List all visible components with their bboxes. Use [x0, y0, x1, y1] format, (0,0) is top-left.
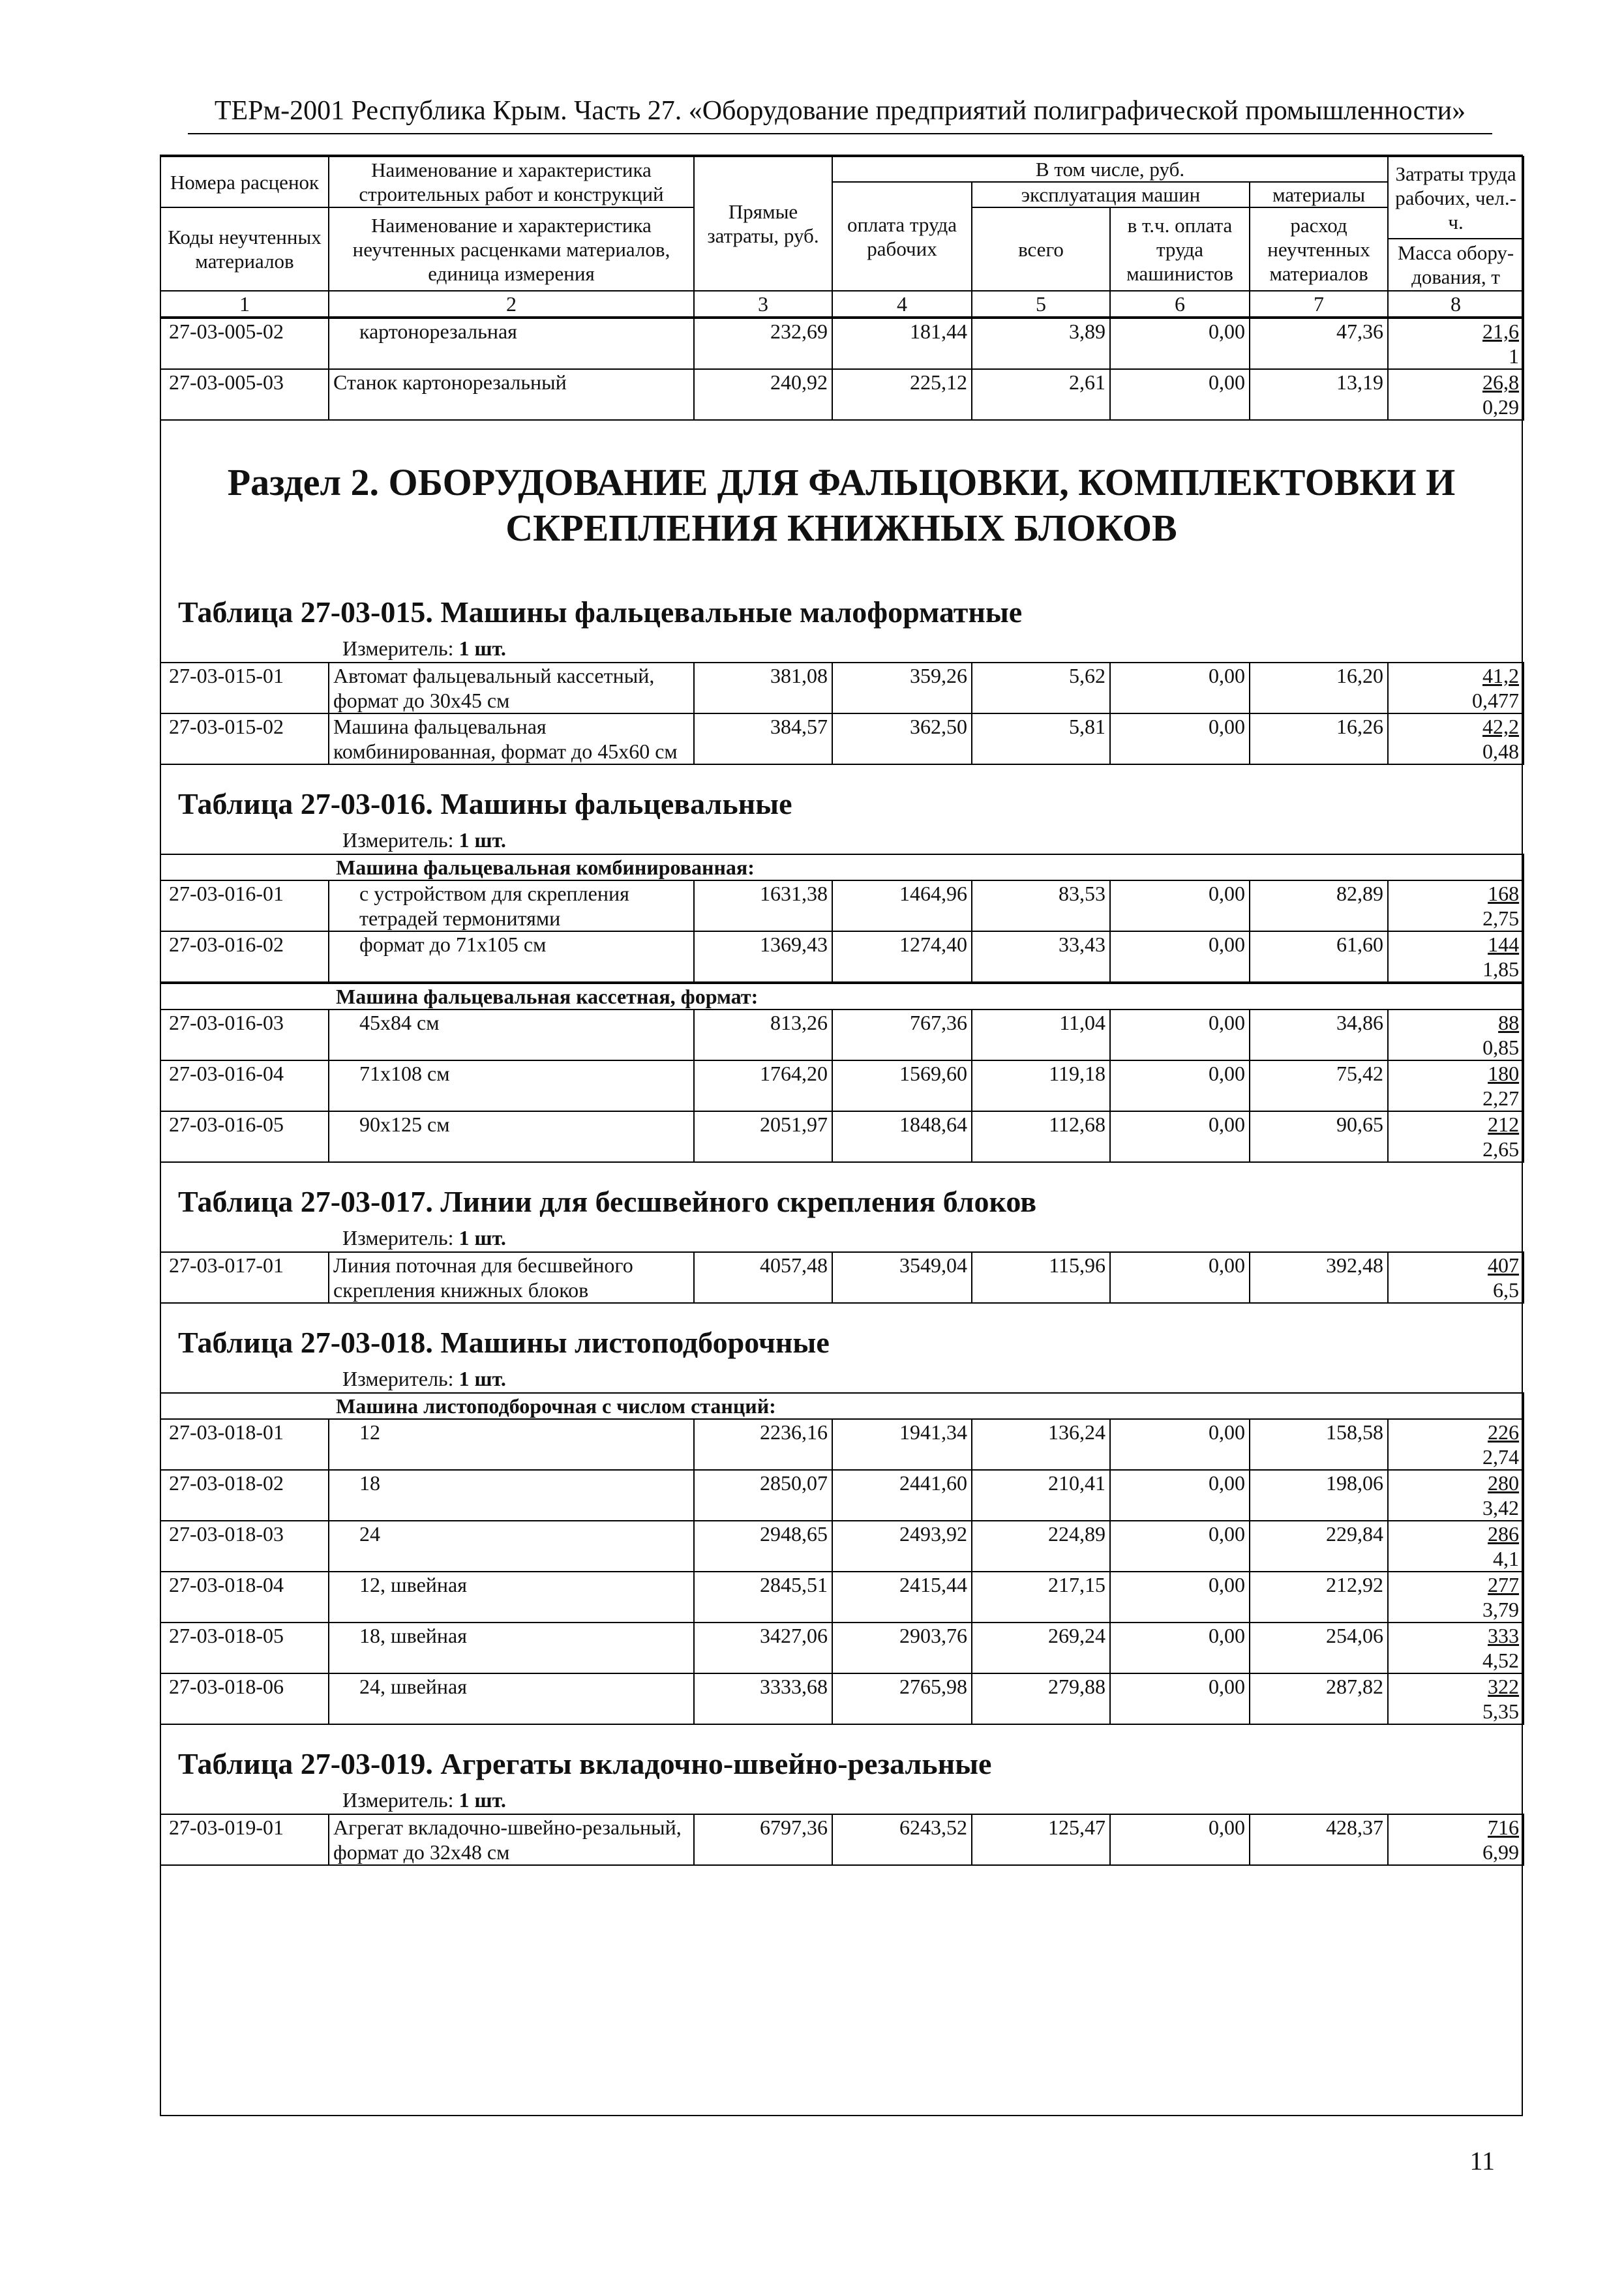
materials-cost: 47,36: [1250, 318, 1388, 369]
rate-code: 27-03-016-01: [160, 880, 329, 931]
table-row: [160, 1572, 1524, 1623]
rate-name: Агрегат вкладочно-швейно-резальный, формат до 32х48 см: [329, 1814, 694, 1865]
machine-cost: 279,88: [972, 1673, 1110, 1724]
labor-hours: 322: [1488, 1675, 1520, 1698]
labor-hours: 407: [1488, 1253, 1519, 1277]
labor-hours: 144: [1488, 933, 1520, 956]
table-row: [160, 369, 1524, 420]
equipment-mass: 4,1: [1493, 1547, 1520, 1570]
table-row: [160, 1010, 1524, 1060]
measure-value: 1 шт.: [459, 1226, 506, 1249]
labor-hours-and-mass: [1388, 880, 1524, 931]
machine-cost: 112,68: [972, 1111, 1110, 1162]
labor-cost: 181,44: [832, 318, 972, 369]
column-number: 1: [160, 291, 329, 317]
machine-cost: 217,15: [972, 1572, 1110, 1623]
table-row: [160, 1814, 1524, 1865]
column-number: 8: [1388, 291, 1524, 317]
rate-code: 27-03-018-06: [160, 1673, 329, 1724]
operator-labor-cost: 0,00: [1110, 1521, 1250, 1572]
operator-labor-cost: 0,00: [1110, 1572, 1250, 1623]
measure-label: Измеритель:: [342, 1226, 454, 1249]
labor-hours: 716: [1488, 1816, 1519, 1839]
operator-labor-cost: 0,00: [1110, 1814, 1250, 1865]
labor-hours: 26,8: [1482, 370, 1519, 394]
labor-hours: 226: [1488, 1420, 1520, 1444]
labor-cost: 1569,60: [832, 1060, 972, 1111]
machine-cost: 11,04: [972, 1010, 1110, 1060]
labor-hours-and-mass: [1388, 1814, 1524, 1865]
direct-costs: 2845,51: [694, 1572, 832, 1623]
rate-code: 27-03-015-01: [160, 663, 329, 713]
table-row: [160, 1419, 1524, 1470]
equipment-mass: 5,35: [1482, 1699, 1520, 1723]
document-frame: [160, 155, 1523, 2116]
labor-cost: 1274,40: [832, 931, 972, 982]
materials-cost: 82,89: [1250, 880, 1388, 931]
labor-hours: 42,2: [1482, 715, 1519, 738]
group-heading: Машина фальцевальная комбинированная:: [160, 854, 1524, 880]
labor-hours: 333: [1488, 1624, 1520, 1647]
materials-cost: 198,06: [1250, 1470, 1388, 1521]
equipment-mass: 0,29: [1482, 395, 1519, 419]
direct-costs: 1369,43: [694, 931, 832, 982]
machine-cost: 33,43: [972, 931, 1110, 982]
column-number: 6: [1110, 291, 1250, 317]
labor-hours: 180: [1488, 1062, 1520, 1085]
page-number: 11: [1469, 2146, 1495, 2176]
table-title-27-03-018: Таблица 27-03-018. Машины листоподборочные: [178, 1326, 830, 1359]
labor-cost: 2493,92: [832, 1521, 972, 1572]
labor-hours: 280: [1488, 1471, 1520, 1495]
table-row: [160, 663, 1524, 713]
rate-name: 90х125 см: [329, 1111, 694, 1162]
labor-hours: 168: [1488, 882, 1520, 905]
table-title-27-03-015: Таблица 27-03-015. Машины фальцевальные малоформатные: [178, 595, 1023, 629]
table-row: [160, 931, 1524, 982]
operator-labor-cost: 0,00: [1110, 318, 1250, 369]
table-row: [160, 318, 1524, 369]
materials-cost: 428,37: [1250, 1814, 1388, 1865]
direct-costs: 240,92: [694, 369, 832, 420]
direct-costs: 1631,38: [694, 880, 832, 931]
rate-code: 27-03-018-04: [160, 1572, 329, 1623]
rate-code: 27-03-005-03: [160, 369, 329, 420]
labor-hours-and-mass: [1388, 1572, 1524, 1623]
materials-cost: 229,84: [1250, 1521, 1388, 1572]
equipment-mass: 6,5: [1493, 1278, 1519, 1302]
direct-costs: 813,26: [694, 1010, 832, 1060]
rate-name: картонорезальная: [329, 318, 694, 369]
materials-cost: 61,60: [1250, 931, 1388, 982]
group-heading-row: [160, 983, 1524, 1010]
operator-labor-cost: 0,00: [1110, 369, 1250, 420]
equipment-mass: 0,48: [1482, 740, 1519, 763]
column-number: 7: [1250, 291, 1388, 317]
labor-cost: 1848,64: [832, 1111, 972, 1162]
rate-code: 27-03-015-02: [160, 713, 329, 764]
labor-cost: 362,50: [832, 713, 972, 764]
measure-value: 1 шт.: [459, 828, 506, 852]
materials-cost: 254,06: [1250, 1623, 1388, 1673]
materials-cost: 287,82: [1250, 1673, 1388, 1724]
labor-cost: 6243,52: [832, 1814, 972, 1865]
including-header: В том числе, руб.: [832, 157, 1388, 182]
labor-cost: 767,36: [832, 1010, 972, 1060]
measure-unit: [161, 1220, 1522, 1251]
equipment-mass: 2,75: [1482, 906, 1520, 930]
table-27-03-015: [160, 662, 1524, 765]
machine-cost: 136,24: [972, 1419, 1110, 1470]
col1-bottom-header: Коды неучтенных материалов: [160, 207, 329, 291]
machine-cost: 5,62: [972, 663, 1110, 713]
measure-unit: [161, 631, 1522, 662]
labor-hours: 41,2: [1482, 664, 1519, 687]
rate-name: 18: [329, 1470, 694, 1521]
table-27-03-016-part2: [160, 983, 1524, 1163]
rate-name: 24: [329, 1521, 694, 1572]
rate-name: Машина фальцевальная комбинированная, формат до 45х60 см: [329, 713, 694, 764]
column-number: 5: [972, 291, 1110, 317]
operator-labor-cost: 0,00: [1110, 1470, 1250, 1521]
table-title-27-03-016: Таблица 27-03-016. Машины фальцевальные: [178, 787, 792, 820]
equipment-mass: 2,27: [1482, 1086, 1520, 1110]
operator-labor-cost: 0,00: [1110, 880, 1250, 931]
table-row: [160, 1111, 1524, 1162]
col4-header: оплата труда рабочих: [832, 182, 972, 291]
labor-cost: 2441,60: [832, 1470, 972, 1521]
labor-hours-and-mass: [1388, 1111, 1524, 1162]
col2-top-header: Наименование и характеристика строительных работ и конструкций: [329, 157, 694, 207]
labor-hours-and-mass: [1388, 663, 1524, 713]
table-27-03-019: [160, 1814, 1524, 1866]
materials-cost: 13,19: [1250, 369, 1388, 420]
rate-name: Автомат фальцевальный кассетный, формат до 30х45 см: [329, 663, 694, 713]
labor-cost: 1464,96: [832, 880, 972, 931]
measure-label: Измеритель:: [342, 828, 454, 852]
materials-cost: 158,58: [1250, 1419, 1388, 1470]
direct-costs: 2850,07: [694, 1470, 832, 1521]
labor-hours-and-mass: [1388, 713, 1524, 764]
col8-top-header: Затраты труда рабочих, чел.-ч.: [1388, 157, 1524, 239]
equipment-mass: 3,42: [1482, 1496, 1520, 1519]
direct-costs: 2948,65: [694, 1521, 832, 1572]
rate-code: 27-03-018-02: [160, 1470, 329, 1521]
group-heading: Машина листоподборочная с числом станций:: [160, 1393, 1524, 1419]
equipment-mass: 4,52: [1482, 1649, 1520, 1672]
col7-header: расход неучтенных материалов: [1250, 207, 1388, 291]
operator-labor-cost: 0,00: [1110, 1673, 1250, 1724]
labor-hours-and-mass: [1388, 1623, 1524, 1673]
rate-name: формат до 71х105 см: [329, 931, 694, 982]
labor-hours-and-mass: [1388, 1470, 1524, 1521]
labor-hours-and-mass: [1388, 369, 1524, 420]
labor-hours-and-mass: [1388, 931, 1524, 982]
machine-cost: 3,89: [972, 318, 1110, 369]
column-number: 2: [329, 291, 694, 317]
direct-costs: 1764,20: [694, 1060, 832, 1111]
table-row: [160, 1252, 1524, 1303]
table-row: [160, 1673, 1524, 1724]
rate-code: 27-03-018-01: [160, 1419, 329, 1470]
rate-code: 27-03-016-02: [160, 931, 329, 982]
labor-cost: 3549,04: [832, 1252, 972, 1303]
operator-labor-cost: 0,00: [1110, 713, 1250, 764]
equipment-mass: 0,85: [1482, 1036, 1520, 1059]
labor-hours: 286: [1488, 1522, 1520, 1546]
machine-cost: 125,47: [972, 1814, 1110, 1865]
measure-unit: [161, 1361, 1522, 1392]
operator-labor-cost: 0,00: [1110, 931, 1250, 982]
labor-hours-and-mass: [1388, 1673, 1524, 1724]
rate-name: 12: [329, 1419, 694, 1470]
direct-costs: 384,57: [694, 713, 832, 764]
machine-cost: 5,81: [972, 713, 1110, 764]
labor-cost: 359,26: [832, 663, 972, 713]
table-row: [160, 1060, 1524, 1111]
labor-cost: 1941,34: [832, 1419, 972, 1470]
machine-cost: 119,18: [972, 1060, 1110, 1111]
rate-code: 27-03-016-03: [160, 1010, 329, 1060]
machine-cost: 269,24: [972, 1623, 1110, 1673]
measure-label: Измеритель:: [342, 1367, 454, 1390]
materials-cost: 392,48: [1250, 1252, 1388, 1303]
equipment-mass: 0,477: [1472, 689, 1519, 712]
col5-header: всего: [972, 207, 1110, 291]
direct-costs: 232,69: [694, 318, 832, 369]
materials-cost: 212,92: [1250, 1572, 1388, 1623]
rate-name: 45х84 см: [329, 1010, 694, 1060]
column-number: 4: [832, 291, 972, 317]
direct-costs: 6797,36: [694, 1814, 832, 1865]
measure-value: 1 шт.: [459, 1788, 506, 1812]
group-heading-row: [160, 1393, 1524, 1419]
equipment-mass: 2,65: [1482, 1137, 1520, 1161]
table-27-03-016-part1: [160, 854, 1524, 983]
table-27-03-005-tail: [160, 318, 1524, 421]
labor-cost: 2765,98: [832, 1673, 972, 1724]
measure-unit: [161, 822, 1522, 854]
table-row: [160, 1470, 1524, 1521]
labor-hours-and-mass: [1388, 1060, 1524, 1111]
labor-hours-and-mass: [1388, 1521, 1524, 1572]
table-title-27-03-019: Таблица 27-03-019. Агрегаты вкладочно-швейно-резальные: [178, 1747, 992, 1780]
operator-labor-cost: 0,00: [1110, 1010, 1250, 1060]
materials-cost: 75,42: [1250, 1060, 1388, 1111]
table-27-03-018: [160, 1392, 1524, 1725]
table-row: [160, 1623, 1524, 1673]
rate-name: 12, швейная: [329, 1572, 694, 1623]
rate-code: 27-03-016-05: [160, 1111, 329, 1162]
group-heading-row: [160, 854, 1524, 880]
direct-costs: 2236,16: [694, 1419, 832, 1470]
equipment-mass: 6,99: [1482, 1840, 1519, 1864]
equipment-mass: 2,74: [1482, 1445, 1520, 1469]
labor-hours: 212: [1488, 1113, 1520, 1136]
rate-name: Линия поточная для бесшвейного скрепления книжных блоков: [329, 1252, 694, 1303]
operator-labor-cost: 0,00: [1110, 663, 1250, 713]
measure-value: 1 шт.: [459, 1367, 506, 1390]
machine-cost: 115,96: [972, 1252, 1110, 1303]
table-row: [160, 1521, 1524, 1572]
operator-labor-cost: 0,00: [1110, 1060, 1250, 1111]
rate-code: 27-03-017-01: [160, 1252, 329, 1303]
section-title-line1: Раздел 2. ОБОРУДОВАНИЕ ДЛЯ ФАЛЬЦОВКИ, КОМПЛЕКТОВКИ И: [227, 461, 1456, 503]
operator-labor-cost: 0,00: [1110, 1252, 1250, 1303]
machine-cost: 2,61: [972, 369, 1110, 420]
labor-cost: 225,12: [832, 369, 972, 420]
rate-code: 27-03-018-03: [160, 1521, 329, 1572]
machine-cost: 210,41: [972, 1470, 1110, 1521]
labor-hours-and-mass: [1388, 1010, 1524, 1060]
group-heading: Машина фальцевальная кассетная, формат:: [160, 983, 1524, 1010]
col8-bottom-header: Масса обору-дования, т: [1388, 239, 1524, 291]
direct-costs: 381,08: [694, 663, 832, 713]
equipment-mass: 3,79: [1482, 1598, 1520, 1621]
measure-label: Измеритель:: [342, 636, 454, 660]
rate-name: 18, швейная: [329, 1623, 694, 1673]
col6-header: в т.ч. оплата труда машинистов: [1110, 207, 1250, 291]
rate-code: 27-03-005-02: [160, 318, 329, 369]
machine-cost: 224,89: [972, 1521, 1110, 1572]
labor-hours: 277: [1488, 1573, 1520, 1596]
operator-labor-cost: 0,00: [1110, 1111, 1250, 1162]
materials-header: материалы: [1250, 182, 1388, 207]
equipment-mass: 1,85: [1482, 957, 1520, 981]
operator-labor-cost: 0,00: [1110, 1623, 1250, 1673]
table-title-27-03-017: Таблица 27-03-017. Линии для бесшвейного скрепления блоков: [178, 1185, 1037, 1218]
rate-code: 27-03-018-05: [160, 1623, 329, 1673]
materials-cost: 16,26: [1250, 713, 1388, 764]
rate-name: 71х108 см: [329, 1060, 694, 1111]
section-title: [161, 421, 1522, 573]
direct-costs: 3333,68: [694, 1673, 832, 1724]
col3-header: Прямые затраты, руб.: [694, 157, 832, 291]
table-27-03-017: [160, 1251, 1524, 1304]
labor-hours: 21,6: [1482, 320, 1519, 343]
labor-hours-and-mass: [1388, 318, 1524, 369]
labor-hours: 88: [1498, 1011, 1520, 1034]
rate-code: 27-03-016-04: [160, 1060, 329, 1111]
labor-hours-and-mass: [1388, 1252, 1524, 1303]
rate-name: Станок картонорезальный: [329, 369, 694, 420]
materials-cost: 34,86: [1250, 1010, 1388, 1060]
direct-costs: 4057,48: [694, 1252, 832, 1303]
materials-cost: 16,20: [1250, 663, 1388, 713]
col2-bottom-header: Наименование и характеристика неучтенных расценками материалов, единица измерения: [329, 207, 694, 291]
rate-name: с устройством для скрепления тетрадей термонитями: [329, 880, 694, 931]
column-header-table: [160, 156, 1524, 318]
rate-name: 24, швейная: [329, 1673, 694, 1724]
machines-header: эксплуатация машин: [972, 182, 1250, 207]
machine-cost: 83,53: [972, 880, 1110, 931]
section-title-line2: СКРЕПЛЕНИЯ КНИЖНЫХ БЛОКОВ: [505, 507, 1177, 549]
labor-hours-and-mass: [1388, 1419, 1524, 1470]
table-row: [160, 880, 1524, 931]
measure-label: Измеритель:: [342, 1788, 454, 1812]
labor-cost: 2903,76: [832, 1623, 972, 1673]
measure-value: 1 шт.: [459, 636, 506, 660]
measure-unit: [161, 1782, 1522, 1814]
col1-top-header: Номера расценок: [160, 157, 329, 207]
equipment-mass: 1: [1509, 344, 1519, 368]
column-number: 3: [694, 291, 832, 317]
rate-code: 27-03-019-01: [160, 1814, 329, 1865]
table-row: [160, 713, 1524, 764]
direct-costs: 3427,06: [694, 1623, 832, 1673]
labor-cost: 2415,44: [832, 1572, 972, 1623]
direct-costs: 2051,97: [694, 1111, 832, 1162]
running-header: ТЕРм-2001 Республика Крым. Часть 27. «Оборудование предприятий полиграфической промышленности»: [188, 91, 1492, 134]
operator-labor-cost: 0,00: [1110, 1419, 1250, 1470]
materials-cost: 90,65: [1250, 1111, 1388, 1162]
